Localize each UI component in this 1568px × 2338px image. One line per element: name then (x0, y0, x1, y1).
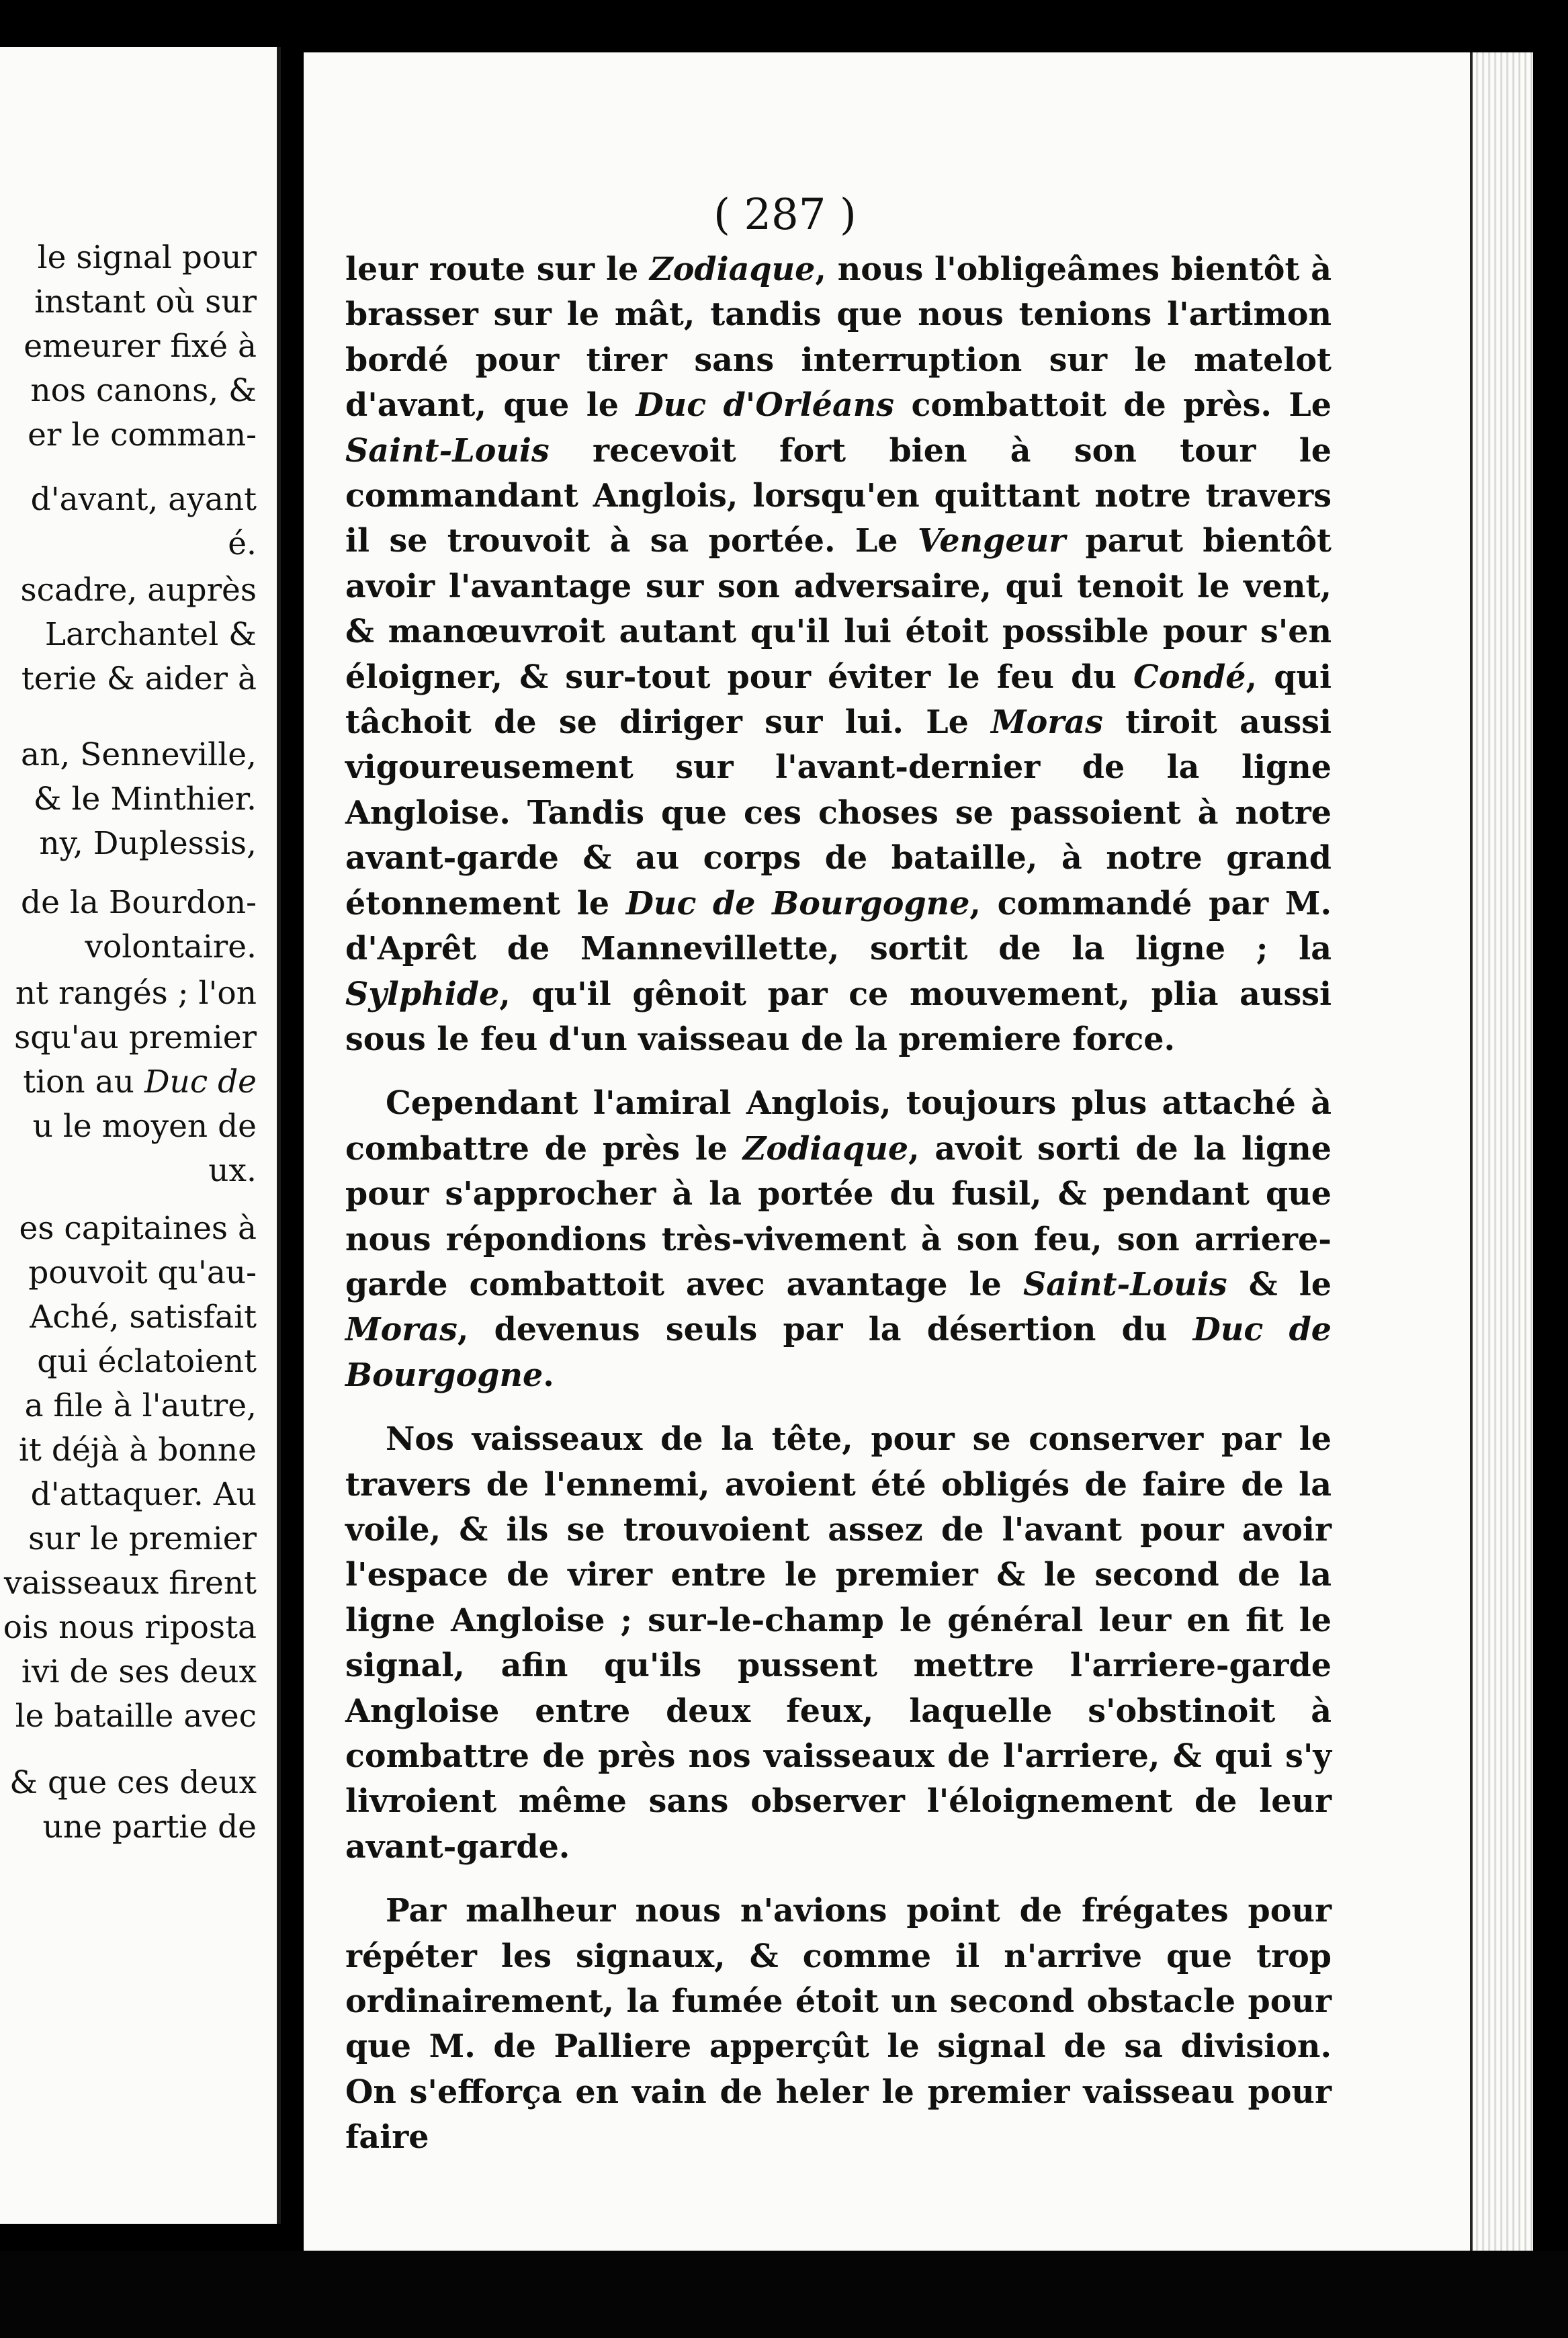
previous-page-line: u le moyen de (32, 1108, 257, 1145)
paragraph-gap (345, 1398, 1332, 1417)
previous-page-line: er le comman- (28, 417, 257, 453)
paragraph-gap (345, 1062, 1332, 1081)
italic-ship-name: Zodiaque (650, 251, 816, 288)
previous-page-line: it déjà à bonne (19, 1432, 257, 1469)
previous-page-line: ivi de ses deux (21, 1653, 257, 1690)
previous-page-line: é. (228, 525, 257, 562)
previous-page-line: une partie de (42, 1809, 257, 1846)
text-run: Nos vaisseaux de la tête, pour se conserver par le travers de l'ennemi, avoient été obligés de faire de la voile, & ils se trouvoient assez de l'avant pour avoir l'espace de virer entre le premier & le second de la ligne Angloise ; sur-le-champ le général leur en fit le signal, afin qu'ils pussent mettre l'arriere-garde Angloise entre deux feux, laquelle s'obstinoit à combattre de près nos vaisseaux de l'arriere, & qui s'y livroient même sans observer l'éloignement de leur avant-garde. (345, 1420, 1332, 1866)
italic-ship-name: Condé (1133, 658, 1246, 696)
italic-ship-name: Duc d'Orléans (636, 386, 895, 425)
previous-page-line: an, Senneville, (21, 736, 257, 773)
page-number: ( 287 ) (713, 190, 857, 240)
paragraph (345, 247, 1332, 1062)
italic-ship-name: Vengeur (917, 522, 1066, 560)
paragraph-gap (345, 1870, 1332, 1889)
text-run: . (543, 1356, 554, 1394)
previous-page-line: ois nous riposta (3, 1609, 257, 1646)
previous-page-line: a file à l'autre, (24, 1387, 257, 1424)
text-run: , qui tâchoit de se diriger sur lui. Le (345, 658, 1332, 742)
previous-page-line: & le Minthier. (33, 781, 257, 818)
previous-page-line: de la Bourdon- (21, 884, 257, 921)
scan-bottom-border (0, 2251, 1568, 2338)
text-run: , commandé par M. d'Aprêt de Mannevillette, sortit de la ligne ; la (345, 884, 1332, 968)
text-run: Cependant l'amiral Anglois, toujours plus attaché à combattre de près le (345, 1084, 1332, 1168)
previous-page-line: qui éclatoient (37, 1343, 257, 1380)
text-run: & le (1227, 1265, 1332, 1303)
italic-ship-name: Sylphide (345, 975, 500, 1013)
paragraph (345, 1417, 1332, 1870)
text-run: tion au (23, 1064, 144, 1100)
page-stack-edge (1470, 52, 1533, 2251)
previous-page-line: Larchantel & (44, 616, 257, 653)
previous-page-line: Aché, satisfait (30, 1299, 257, 1336)
previous-page-line: volontaire. (85, 928, 257, 965)
previous-page-line: le signal pour (37, 239, 257, 276)
previous-page-line: pouvoit qu'au- (28, 1254, 257, 1291)
previous-page-line: es capitaines à (19, 1210, 257, 1247)
text-run: , nous l'obligeâmes bientôt à brasser sur le mât, tandis que nous tenions l'artimon bordé pour tirer sans interruption sur le matelot d'avant, que le (345, 251, 1332, 425)
current-page (304, 52, 1533, 2251)
previous-page-line: le bataille avec (15, 1698, 257, 1735)
text-run: parut bientôt avoir l'avantage sur son adversaire, qui tenoit le vent, & manœuvroit autant qu'il lui étoit possible pour s'en éloigner, & sur-tout pour éviter le feu du (345, 522, 1332, 696)
previous-page-line: ux. (208, 1152, 257, 1189)
paragraph (345, 1081, 1332, 1398)
previous-page-line: vaisseaux firent (3, 1565, 257, 1602)
previous-page-line: instant où sur (34, 284, 257, 320)
italic-ship-name: Saint-Louis (1022, 1265, 1227, 1303)
italic-ship-name: Duc de Bourgogne (345, 1311, 1332, 1394)
page-body-text (345, 247, 1332, 2161)
previous-page-line: terie & aider à (21, 660, 257, 697)
previous-page-line: sur le premier (28, 1520, 257, 1557)
italic-ship-name: Duc de Bourgogne (625, 884, 970, 922)
italic-ship-name: Moras (345, 1311, 458, 1349)
paragraph (345, 1889, 1332, 2160)
text-run: , avoit sorti de la ligne pour s'approcher à la portée du fusil, & pendant que nous répondions très-vivement à son feu, son arriere-garde combattoit avec avantage le (345, 1129, 1332, 1303)
italic-ship-name: Zodiaque (742, 1129, 909, 1168)
text-run: tiroit aussi vigoureusement sur l'avant-dernier de la ligne Angloise. Tandis que ces choses se passoient à notre avant-garde & au corps de bataille, à notre grand étonnement le (345, 703, 1332, 922)
text-run: , qu'il gênoit par ce mouvement, plia aussi sous le feu d'un vaisseau de la premiere force. (345, 975, 1332, 1058)
previous-page-line: d'avant, ayant (30, 481, 257, 518)
text-run: leur route sur le (345, 251, 650, 288)
text-run: recevoit fort bien à son tour le commandant Anglois, lorsqu'en quittant notre travers il se trouvoit à sa portée. Le (345, 431, 1332, 560)
previous-page-line: & que ces deux (9, 1764, 257, 1801)
text-run: Par malheur nous n'avions point de frégates pour répéter les signaux, & comme il n'arrive que trop ordinairement, la fumée étoit un second obstacle pour que M. de Palliere apperçût le signal de sa division. On s'efforça en vain de heler le premier vaisseau pour faire (345, 1892, 1332, 2157)
previous-page-line: squ'au premier (14, 1019, 257, 1056)
previous-page (0, 47, 281, 2224)
text-run: combattoit de près. Le (894, 386, 1332, 425)
previous-page-line: ny, Duplessis, (39, 825, 257, 862)
previous-page-line (23, 1066, 257, 1098)
previous-page-line: scadre, auprès (20, 572, 257, 609)
previous-page-line: d'attaquer. Au (30, 1476, 257, 1513)
italic-ship-name: Duc de (144, 1064, 257, 1100)
previous-page-line: emeurer fixé à (24, 328, 257, 365)
previous-page-line: nt rangés ; l'on (15, 975, 257, 1012)
italic-ship-name: Moras (991, 703, 1103, 742)
italic-ship-name: Saint-Louis (345, 431, 550, 470)
text-run: , devenus seuls par la désertion du (457, 1311, 1193, 1349)
previous-page-line: nos canons, & (30, 372, 257, 409)
